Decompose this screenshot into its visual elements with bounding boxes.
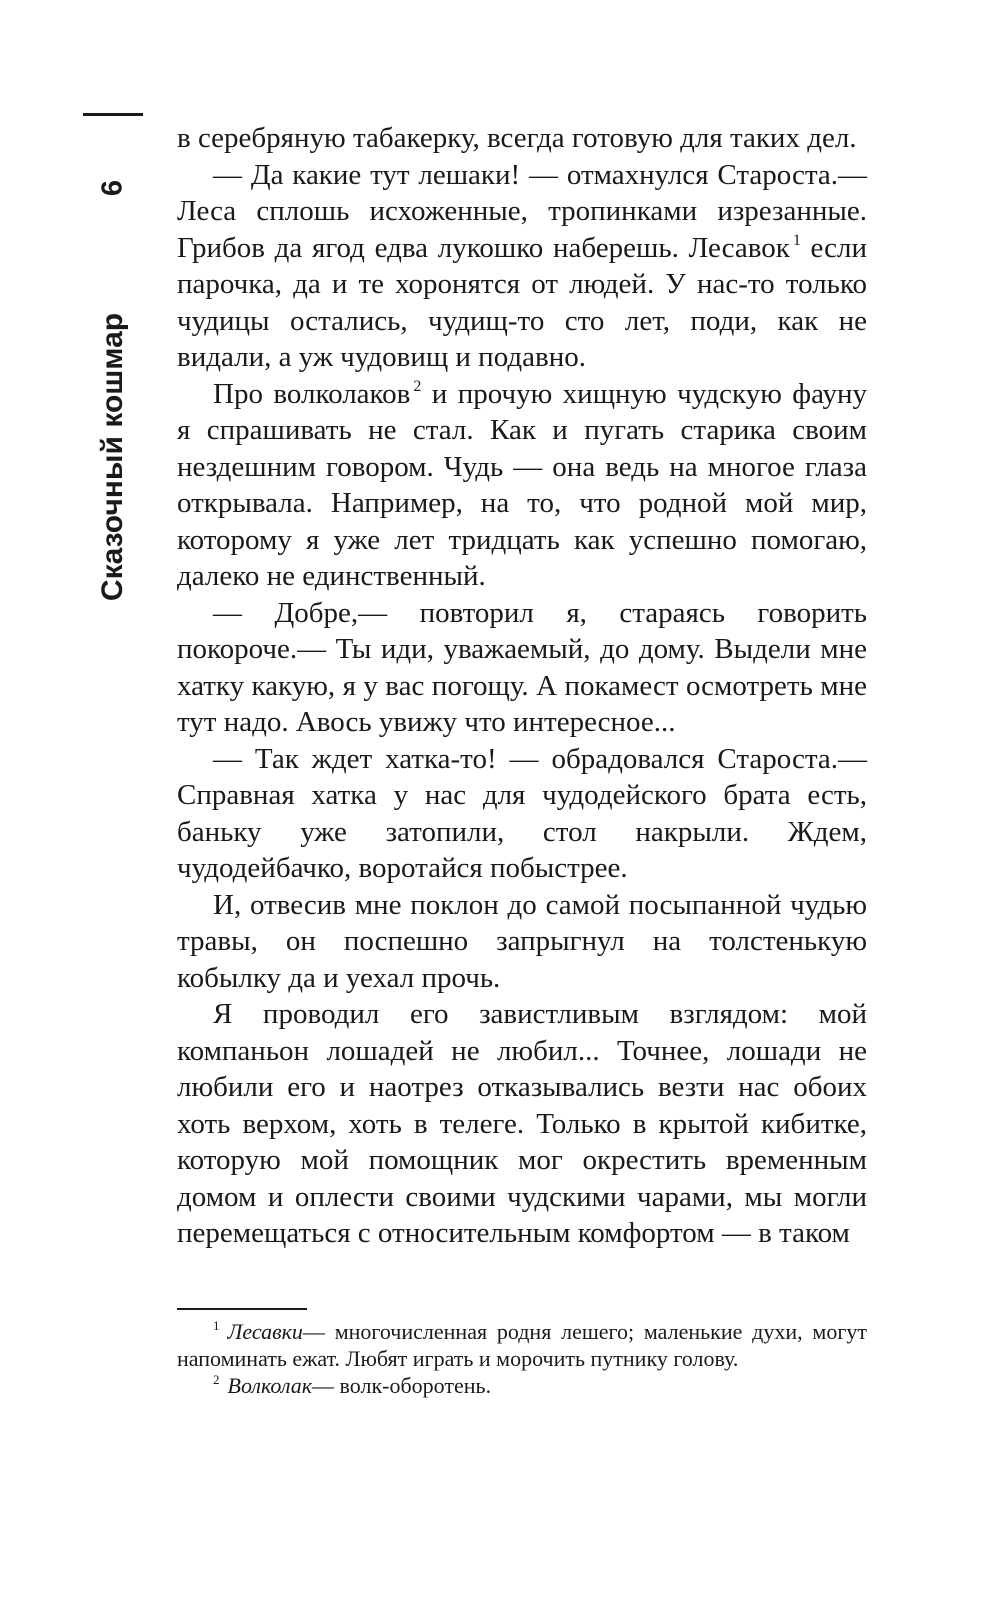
footnote: $^2$ Волколак— волк-оборотень.: [213, 1372, 492, 1398]
footnote-ref: 1: [792, 231, 801, 249]
main-text: [177, 120, 867, 1252]
page-number-text: 6: [96, 179, 129, 197]
running-head-rule: [83, 113, 143, 116]
paragraph: в серебряную табакерку, всегда готовую для таких дел.: [177, 122, 857, 154]
paragraph: Про волколаков $^2$ и прочую хищную чудскую фауну я спрашивать не стал. Как и пугать старика своим нездешним говором. Чудь — она ведь на многое глаза открывала. Например, на то, что родной мой мир, которому я уже лет тридцать как успешно помогаю, далеко не единственный.: [177, 377, 868, 592]
footnote-term: Лесавки: [227, 1319, 303, 1344]
paragraph: — Так ждет хатка-то! — обрадовался Староста.— Справная хатка у нас для чудодейского брата есть, баньку уже затопили, стол накрыли. Ждем, чудодейбачко, воротайся побыстрее.: [177, 742, 867, 884]
paragraph: И, отвесив мне поклон до самой посыпанной чудью травы, он поспешно запрыгнул на толстенькую кобылку да и уехал прочь.: [177, 888, 867, 994]
footnote: $^1$ Лесавки— многочисленная родня лешего; маленькие духи, могут напоминать ежат. Любят играть и морочить путнику голову.: [177, 1318, 867, 1371]
paragraph: — Добре,— повторил я, стараясь говорить покороче.— Ты иди, уважаемый, до дому. Выдели мне хатку какую, я у вас погощу. А покамест осмотреть мне тут надо. Авось увижу что интересное...: [177, 596, 867, 738]
running-head-title-text: Сказочный кошмар: [96, 312, 129, 602]
footnote-rule: [177, 1308, 307, 1310]
paragraph: Я проводил его завистливым взглядом: мой компаньон лошадей не любил... Точнее, лошади не любили его и наотрез отказывались везти нас обоих хоть верхом, хоть в телеге. Только в крытой кибитке, которую мой помощник мог окрестить временным домом и оплести своими чудскими чарами, мы могли перемещаться с относительным комфортом — в таком: [177, 998, 867, 1249]
footnote-term: Волколак: [227, 1373, 313, 1398]
page-number: [85, 160, 141, 216]
footnotes: [177, 1318, 867, 1399]
running-head-title: [85, 283, 141, 631]
footnote-ref: 2: [413, 377, 422, 395]
paragraph: — Да какие тут лешаки! — отмахнулся Староста.— Леса сплошь исхоженные, тропинками изрезанные. Грибов да ягод едва лукошко наберешь. Лесавок $^1$ если парочка, да и те хоронятся от людей. У нас-то только чудицы остались, чудищ-то сто лет, поди, как не видали, а уж чудовищ и подавно.: [177, 158, 868, 373]
